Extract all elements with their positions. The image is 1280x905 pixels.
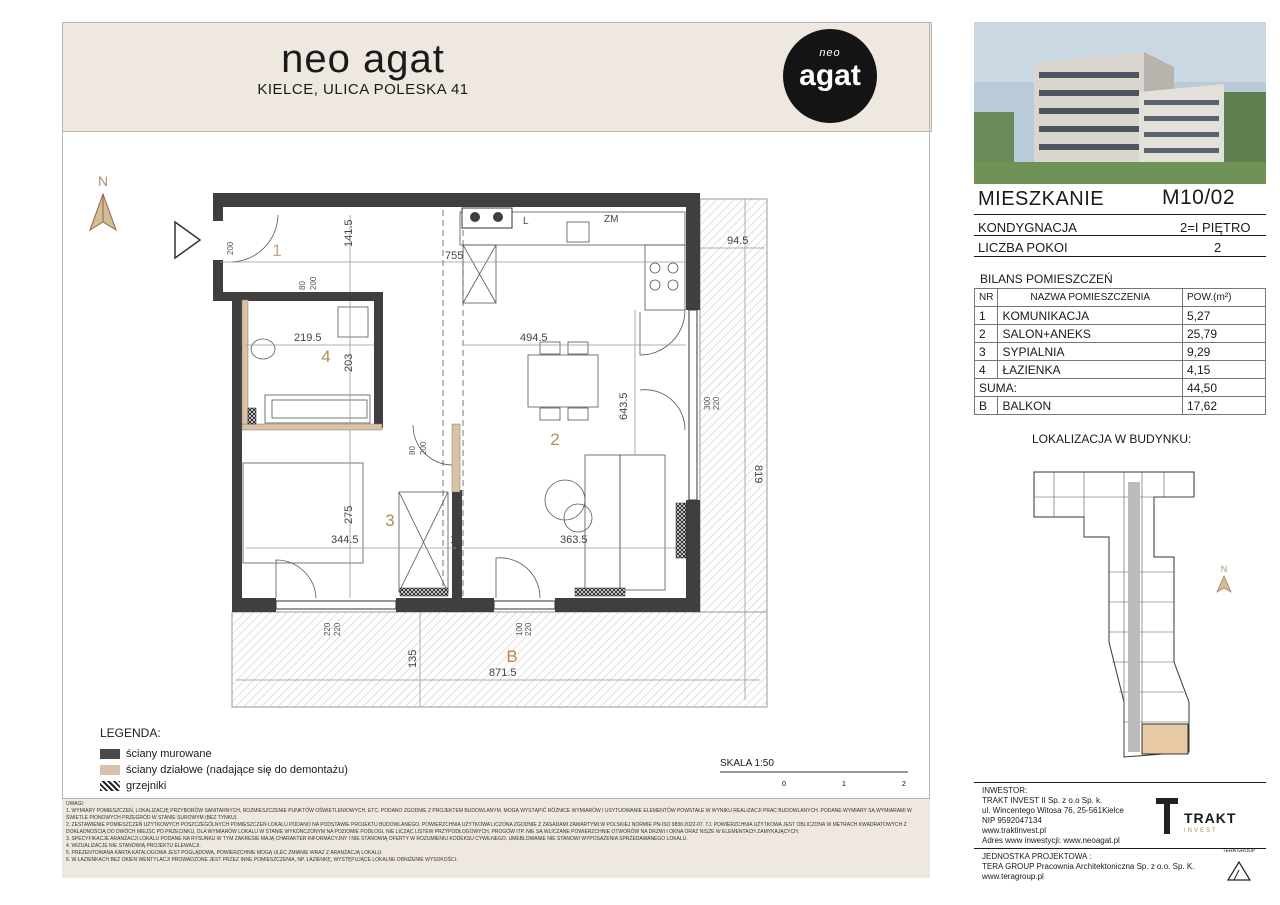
investor-block bbox=[982, 786, 1124, 846]
room-number-4: 4 bbox=[321, 347, 331, 366]
room-nr: 3 bbox=[975, 343, 998, 361]
designer-web: www.teragroup.pl bbox=[982, 872, 1044, 881]
header-area: POW.(m²) bbox=[1183, 289, 1266, 307]
investor-web: www.traktinvest.pl bbox=[982, 826, 1047, 835]
dim-643-5: 643.5 bbox=[618, 392, 630, 420]
sum-label: SUMA: bbox=[975, 379, 1183, 397]
investor-title: INWESTOR: bbox=[982, 786, 1028, 795]
trakt-logo-sub: INVEST bbox=[1184, 828, 1218, 834]
trakt-logo-main: TRAKT bbox=[1184, 810, 1237, 826]
tera-group-logo bbox=[1222, 848, 1256, 882]
tera-logo-text: TERA GROUP bbox=[1222, 848, 1256, 854]
window-kitchen-height: 220 bbox=[524, 622, 533, 636]
key-plan-n-label: N bbox=[1220, 564, 1228, 574]
designer-block bbox=[982, 852, 1194, 882]
room-nr: 2 bbox=[975, 325, 998, 343]
legend-item-partitions bbox=[100, 764, 348, 776]
divider bbox=[974, 214, 1266, 215]
window-bed-width: 220 bbox=[323, 622, 332, 636]
dim-18: 18 bbox=[450, 534, 463, 546]
room-number-1: 1 bbox=[272, 241, 282, 260]
room-name: KOMUNIKACJA bbox=[998, 307, 1183, 325]
investment-web: Adres www inwestycji: www.neoagat.pl bbox=[982, 836, 1120, 845]
legend-label-radiators: grzejniki bbox=[126, 780, 167, 792]
dim-755: 755 bbox=[445, 250, 464, 262]
divider bbox=[974, 235, 1266, 236]
notes-line-6: 6. W ŁAZIENKACH BEZ OKIEN WENTYLACJI PROWADZONE JEST PRZEZ INNE POMIESZCZENIA, NP. ŁAZIENKĘ, WYSTĘPUJĄCE LOKALNE OBNIŻENIE WYSOKOŚCI. bbox=[66, 857, 458, 863]
notes-line-4: 4. WIZUALIZACJE NIE STANOWIĄ PROJEKTU ELEWACJI. bbox=[66, 843, 201, 849]
location-title: LOKALIZACJA W BUDYNKU: bbox=[1032, 432, 1192, 446]
dim-203: 203 bbox=[343, 353, 355, 372]
scale-label: SKALA 1:50 bbox=[720, 758, 774, 769]
entrance-arrow-icon bbox=[175, 222, 200, 258]
dim-819: 819 bbox=[752, 465, 764, 484]
dim-94-5: 94.5 bbox=[727, 235, 749, 247]
room-area: 9,29 bbox=[1183, 343, 1266, 361]
room-name: ŁAZIENKA bbox=[998, 361, 1183, 379]
legend-label-walls: ściany murowane bbox=[126, 748, 212, 760]
project-address: KIELCE, ULICA POLESKA 41 bbox=[257, 81, 469, 98]
windows bbox=[276, 310, 697, 609]
dim-135: 135 bbox=[407, 649, 419, 668]
room-area: 4,15 bbox=[1183, 361, 1266, 379]
logo-big-text: agat bbox=[799, 59, 861, 92]
trakt-mark-icon bbox=[1154, 796, 1180, 836]
label-zm: ZM bbox=[604, 214, 619, 225]
dim-344-5: 344.5 bbox=[331, 534, 359, 546]
building-photo bbox=[974, 22, 1266, 184]
room-number-2: 2 bbox=[550, 430, 560, 449]
notes-line-5: 5. PREZENTOWANA KARTA KATALOGOWA JEST POGLĄDOWA, POWIERZCHNIE MOGĄ ULEC ZMIANIE WRAZ Z ARANŻACJĄ LOKALU. bbox=[66, 850, 383, 856]
table-header-row bbox=[975, 289, 1266, 307]
legend-item-walls bbox=[100, 748, 212, 760]
notes-line-2: 2. ZESTAWIENIE POMIESZCZEŃ UŻYTKOWYCH POSZCZEGÓLNYCH POMIESZCZEŃ LOKALU PODANO NA PODSTAWIE PROJEKTU BUDOWLANEGO. POWIERZCHNIA UŻYTKOWA LICZONA ZGODNIE Z ZASADAMI ZAWARTYMI W POLSKIEJ NORMIE PN-ISO 9836:2022-07. TJ. POWIERZCHNIA UŻYTKOWA JEST OBLICZONA W METRACH KWADRATOWYCH Z DOKŁADNOŚCIĄ DO DWÓCH MIEJSC PO PRZECINKU, DLA WYMIARÓW LOKALU W STANIE WYKOŃCZONYM NA POZIOMIE PODŁOGI, NIE LICZĄC LISTEW PRZYPODŁOGOWYCH, PROGÓW ITP. NIE SĄ WLICZANE POWIERZCHNIE OTWORÓW NA DRZWI I OKNA ORAZ NISZE W ELEMENTACH ZAMYKAJĄCYCH. bbox=[66, 822, 907, 835]
table-row bbox=[975, 343, 1266, 361]
label-l: L bbox=[523, 216, 529, 227]
apartment-code: M10/02 bbox=[1162, 186, 1236, 209]
project-title: neo agat bbox=[281, 37, 445, 81]
room-number-3: 3 bbox=[385, 511, 395, 530]
window-salon-width: 300 bbox=[703, 396, 712, 410]
legend-swatch-radiators bbox=[100, 781, 120, 791]
door-1-height: 200 bbox=[309, 276, 318, 290]
investor-name: TRAKT INVEST II Sp. z o.o Sp. k. bbox=[982, 796, 1103, 805]
notes-line-3: 3. SPECYFIKACJE ARANŻACJI LOKALU PODANE NA RYSUNKU W TYM ZAKRESIE MAJĄ CHARAKTER INFORMACYJNY I NIE STANOWIĄ OFERTY W ROZUMIENIU KODEKSU CYWILNEGO, UMEBLOWANIE NIE STANOWI WYPOSAŻENIA SPRZEDAWANEGO LOKALU. bbox=[66, 836, 688, 842]
table-row bbox=[975, 361, 1266, 379]
dim-494-5: 494.5 bbox=[520, 332, 548, 344]
info-column bbox=[974, 22, 1280, 882]
investor-address: ul. Wincentego Witosa 76, 25-561Kielce bbox=[982, 806, 1124, 815]
balcony-area: 17,62 bbox=[1183, 397, 1266, 415]
legend-swatch-partitions bbox=[100, 765, 120, 775]
header-nr: NR bbox=[975, 289, 998, 307]
divider bbox=[974, 782, 1266, 783]
table-row bbox=[975, 397, 1266, 415]
notes-line-1: 1. WYMIARY POMIESZCZEŃ, LOKALIZACJĘ PRZYBORÓW SANITARNYCH, ROZMIESZCZENIE PUNKTÓW OŚWIETLENIOWYCH, ETC. PODANO ZGODNIE Z PROJEKTEM BUDOWLANYM. MOGĄ WYSTĄPIĆ RÓŻNICE WYMIARÓW I USYTUOWANIE ELEMENTÓW POWSTAŁE W WYNIKU REALIZACJI PRAC BUDOWLANYCH. PODANE WYMIARY SĄ WYMIARAMI W ŚWIETLE PIONOWYCH PRZEGRÓD W STANIE SUROWYM (BEZ TYNKU). bbox=[66, 808, 912, 821]
notes-title: UWAGI: bbox=[66, 801, 85, 807]
rooms-value: 2 bbox=[1214, 240, 1222, 255]
key-plan-north-icon bbox=[1217, 564, 1231, 592]
room-area: 5,27 bbox=[1183, 307, 1266, 325]
window-salon-height: 220 bbox=[712, 396, 721, 410]
legend-label-partitions: ściany działowe (nadające się do demontażu) bbox=[126, 764, 348, 776]
logo-small-text: neo bbox=[819, 47, 841, 59]
dim-275: 275 bbox=[343, 505, 355, 524]
room-number-balcony: B bbox=[506, 647, 518, 666]
dim-871-5: 871.5 bbox=[489, 667, 517, 679]
room-name: SYPIALNIA bbox=[998, 343, 1183, 361]
window-bed-height: 220 bbox=[333, 622, 342, 636]
notes-panel bbox=[62, 798, 930, 878]
door-1-width: 80 bbox=[298, 281, 307, 290]
room-name: SALON+ANEKS bbox=[998, 325, 1183, 343]
north-compass-icon bbox=[90, 173, 116, 230]
divider bbox=[974, 256, 1266, 257]
balcony-bottom bbox=[232, 612, 767, 707]
designer-title: JEDNOSTKA PROJEKTOWA : bbox=[982, 852, 1092, 861]
scale-tick-0: 0 bbox=[782, 781, 786, 788]
door-3-width: 80 bbox=[408, 446, 417, 455]
dim-141-5: 141.5 bbox=[343, 219, 355, 247]
header-name: NAZWA POMIESZCZENIA bbox=[998, 289, 1183, 307]
designer-name: TERA GROUP Pracownia Architektoniczna Sp. z o.o. Sp. K. bbox=[982, 862, 1195, 871]
table-row bbox=[975, 325, 1266, 343]
building-key-plan bbox=[1024, 462, 1264, 762]
dim-219-5: 219.5 bbox=[294, 332, 322, 344]
apartment-highlight bbox=[1142, 724, 1188, 754]
room-nr: 4 bbox=[975, 361, 998, 379]
floor-value: 2=I PIĘTRO bbox=[1180, 220, 1251, 235]
legend-title: LEGENDA: bbox=[100, 726, 161, 740]
entry-door-height: 200 bbox=[226, 241, 235, 255]
scale-tick-1: 1 bbox=[842, 781, 846, 788]
table-row bbox=[975, 307, 1266, 325]
trakt-logo bbox=[1154, 796, 1254, 836]
kitchen-sink-icon bbox=[462, 208, 512, 228]
apartment-label: MIESZKANIE bbox=[978, 188, 1105, 210]
legend-item-radiators bbox=[100, 780, 166, 792]
balcony-name: BALKON bbox=[998, 397, 1183, 415]
room-area: 25,79 bbox=[1183, 325, 1266, 343]
rooms-label: LICZBA POKOI bbox=[978, 240, 1068, 255]
balcony-nr: B bbox=[975, 397, 998, 415]
balance-title: BILANS POMIESZCZEŃ bbox=[980, 272, 1113, 286]
door-3-height: 200 bbox=[419, 441, 428, 455]
tera-mark-icon bbox=[1226, 860, 1252, 882]
sum-value: 44,50 bbox=[1183, 379, 1266, 397]
table-sum-row bbox=[975, 379, 1266, 397]
investor-nip: NIP 9592047134 bbox=[982, 816, 1042, 825]
floor-plan bbox=[62, 131, 930, 721]
rooms-table bbox=[974, 288, 1266, 415]
header-band bbox=[62, 22, 932, 132]
floor-label: KONDYGNACJA bbox=[978, 220, 1077, 235]
scale-tick-2: 2 bbox=[902, 781, 906, 788]
scale-bar bbox=[718, 770, 918, 792]
compass-n-label: N bbox=[97, 173, 109, 189]
window-kitchen-width: 100 bbox=[515, 622, 524, 636]
neo-agat-logo bbox=[783, 29, 877, 123]
room-nr: 1 bbox=[975, 307, 998, 325]
dim-363-5: 363.5 bbox=[560, 534, 588, 546]
legend-swatch-walls bbox=[100, 749, 120, 759]
